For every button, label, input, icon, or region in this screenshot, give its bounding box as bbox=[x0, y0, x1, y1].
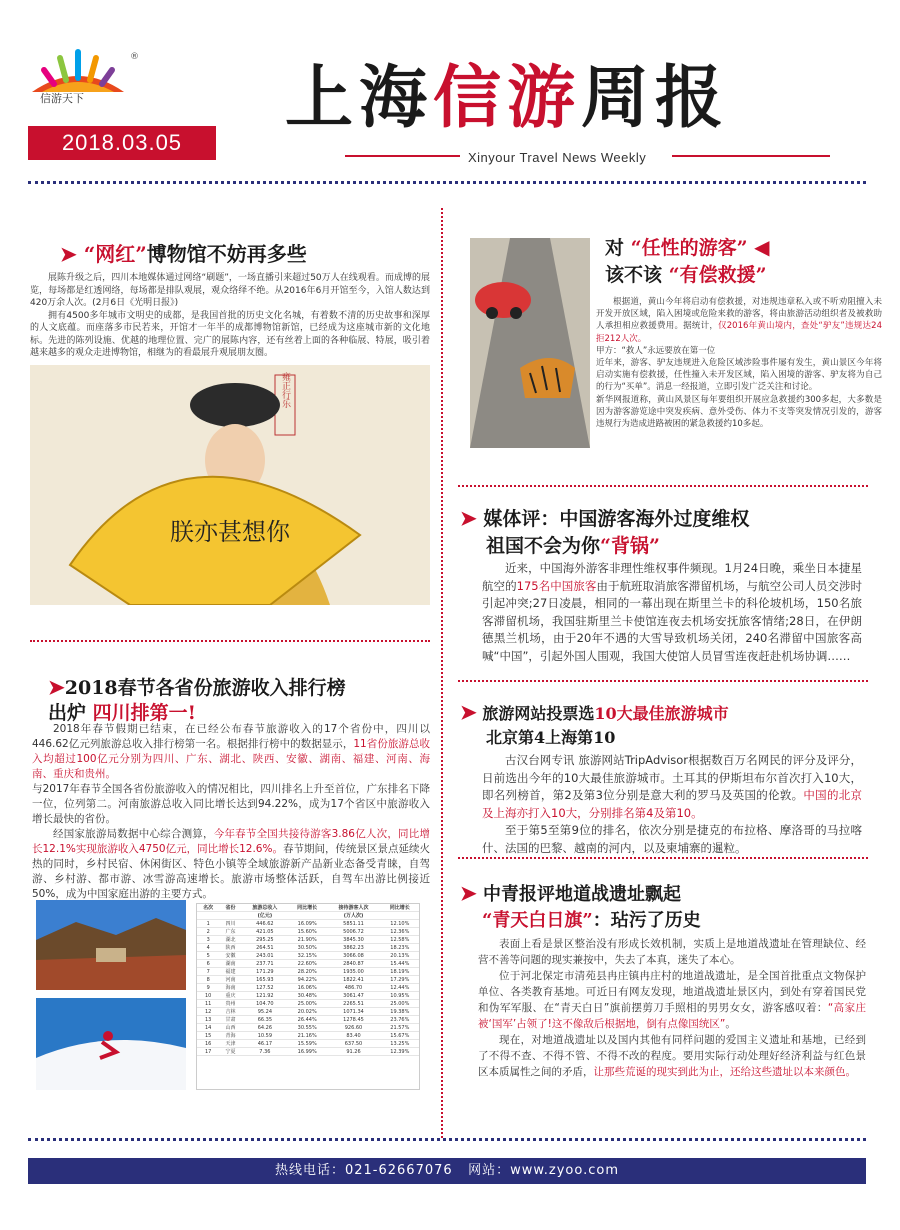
subtitle-rule-right bbox=[672, 155, 830, 157]
ranking-cell: 16.09% bbox=[288, 920, 326, 928]
ranking-row bbox=[197, 968, 419, 976]
tiger-road-image bbox=[470, 238, 590, 448]
ranking-cell: 甘肃 bbox=[219, 1016, 241, 1024]
ranking-row bbox=[197, 984, 419, 992]
ranking-cell: 1278.45 bbox=[326, 1016, 380, 1024]
ranking-cell: 446.62 bbox=[242, 920, 288, 928]
ranking-cell: 486.70 bbox=[326, 984, 380, 992]
ranking-table-card bbox=[196, 903, 420, 1090]
ranking-cell: 5851.11 bbox=[326, 920, 380, 928]
ranking-cell: 10.95% bbox=[381, 992, 419, 1000]
ski-image bbox=[36, 998, 186, 1090]
ranking-row bbox=[197, 1016, 419, 1024]
vote-title: ➤ 旅游网站投票选10大最佳旅游城市 北京第4上海第10 bbox=[460, 700, 729, 747]
column-divider bbox=[441, 208, 443, 1138]
ranking-row bbox=[197, 960, 419, 968]
ranking-row bbox=[197, 944, 419, 952]
ranking-cell: 30.50% bbox=[288, 944, 326, 952]
ranking-cell: 46.17 bbox=[242, 1040, 288, 1048]
ranking-cell: 21.57% bbox=[381, 1024, 419, 1032]
ranking-cell: 104.70 bbox=[242, 1000, 288, 1008]
ranking-cell: 15.44% bbox=[381, 960, 419, 968]
ranking-cell: 1 bbox=[197, 920, 219, 928]
ranking-cell: 237.71 bbox=[242, 960, 288, 968]
ranking-cell: 16.06% bbox=[288, 984, 326, 992]
ranking-cell: 2 bbox=[197, 928, 219, 936]
emperor-fan-image bbox=[30, 365, 430, 605]
ranking-cell: 926.60 bbox=[326, 1024, 380, 1032]
media-body: 近来，中国海外游客非理性维权事件频现。1月24日晚，乘坐日本捷星航空的175名中国旅客由于航班取消旅客滞留机场，与航空公司人员交涉时引起冲突;27日凌晨，相同的一幕出现在斯里兰卡的科伦坡机场，150名旅客滞留机场，我国驻斯里兰卡使馆连夜去机场安抚旅客情绪;28日，在伊朗德黑兰机场，由于20年不遇的大雪导致机场关闭，240名滞留中国旅客高喊“中国”，引起外国人围观，我国大使馆人员冒雪连夜赶赴机场协调…… bbox=[482, 561, 863, 663]
ranking-cell: 重庆 bbox=[219, 992, 241, 1000]
ranking-cell: 19.38% bbox=[381, 1008, 419, 1016]
ranking-row bbox=[197, 1048, 419, 1056]
ranking-cell: 637.50 bbox=[326, 1040, 380, 1048]
ranking-header-row: 名次 省份 旅游总收入 同比增长 接待游客人次 同比增长 bbox=[197, 904, 419, 912]
media-title: ➤ 媒体评：中国游客海外过度维权 祖国不会为你“背锅” bbox=[460, 506, 750, 557]
ranking-cell: 11 bbox=[197, 1000, 219, 1008]
ranking-cell: 7 bbox=[197, 968, 219, 976]
ranking-cell: 16 bbox=[197, 1040, 219, 1048]
tunnel-body: 表面上看是景区整治没有形成长效机制，实质上是地道战遗址在管理缺位、经营不善等问题的现实兼按中，失去了本真，迷失了本心。 位于河北保定市清苑县冉庄镇冉庄村的地道战遗址，是全国首批重点文物保护单位、各类教育基地。可近日有网友发现，地道战遗址景区内，到处有穿着国民党和伪军军服、在“青天白日”旗前摆剪刀手照相的男男女女，游客感叹着：“高家庄被‘国军’占领了!这不像敌后根据地，倒有点像国统区”。 现在，对地道战遗址以及国内其他有同样问题的爱国主义遗址和基地，已经到了不得不查、不得不管、不得不改的程度。要用实际行动处理好经济利益与红色景区本质属性之间的矛盾，让那些荒诞的现实到此为止，还给这些遗址以本来颜色。 bbox=[478, 938, 866, 1078]
subtitle-rule-left bbox=[345, 155, 460, 157]
ranking-cell: 1071.34 bbox=[326, 1008, 380, 1016]
ranking-cell: 广东 bbox=[219, 928, 241, 936]
ranking-cell: 15.59% bbox=[288, 1040, 326, 1048]
vote-body: 古汉台网专讯 旅游网站TripAdvisor根据数百万名网民的评分及评分，日前选出今年的10大最佳旅游城市。土耳其的伊斯坦布尔首次打入10大，即名列榜首，第2及第3位分别是意大利的罗马及英国的伦敦。中国的北京及上海亦打入10大，分别排名第4及第10。 至于第5至第9位的排名，依次分别是捷克的布拉格、摩洛哥的马拉喀什、法国的巴黎、越南的河内，以及柬埔寨的暹粒。 bbox=[482, 753, 862, 855]
ranking-cell: 9 bbox=[197, 984, 219, 992]
ranking-cell: 3845.30 bbox=[326, 936, 380, 944]
ranking-cell: 171.29 bbox=[242, 968, 288, 976]
ranking-cell: 5006.72 bbox=[326, 928, 380, 936]
ranking-cell: 8 bbox=[197, 976, 219, 984]
ranking-cell: 12.58% bbox=[381, 936, 419, 944]
ranking-cell: 3862.23 bbox=[326, 944, 380, 952]
ranking-cell: 15.67% bbox=[381, 1032, 419, 1040]
ranking-cell: 22.60% bbox=[288, 960, 326, 968]
ranking-cell: 3 bbox=[197, 936, 219, 944]
ranking-cell: 贵州 bbox=[219, 1000, 241, 1008]
ranking-cell: 421.05 bbox=[242, 928, 288, 936]
fan-text: 朕亦甚想你 bbox=[170, 518, 290, 546]
ranking-cell: 福建 bbox=[219, 968, 241, 976]
red-arrow-icon: ➤ bbox=[48, 675, 65, 699]
ranking-cell: 13 bbox=[197, 1016, 219, 1024]
issue-date: 2018.03.05 bbox=[28, 126, 216, 160]
ranking-cell: 25.00% bbox=[381, 1000, 419, 1008]
ranking-cell: 海南 bbox=[219, 984, 241, 992]
ranking-cell: 94.22% bbox=[288, 976, 326, 984]
divider-right-2 bbox=[458, 680, 868, 682]
museum-title: ➤ “网红”博物馆不妨再多些 bbox=[60, 242, 307, 266]
ranking-row bbox=[197, 928, 419, 936]
red-arrow-icon: ➤ bbox=[460, 506, 477, 530]
ranking-cell: 21.16% bbox=[288, 1032, 326, 1040]
ranking-cell: 30.55% bbox=[288, 1024, 326, 1032]
ranking-row bbox=[197, 992, 419, 1000]
logo-text: 信游天下 bbox=[40, 92, 84, 105]
ranking-cell: 12 bbox=[197, 1008, 219, 1016]
ranking-cell: 127.52 bbox=[242, 984, 288, 992]
red-arrow-icon: ➤ bbox=[460, 881, 477, 905]
ranking-cell: 青海 bbox=[219, 1032, 241, 1040]
footer-divider bbox=[28, 1138, 866, 1141]
ranking-cell: 1935.00 bbox=[326, 968, 380, 976]
divider-right-1 bbox=[458, 485, 868, 487]
ranking-cell: 四川 bbox=[219, 920, 241, 928]
ranking-cell: 83.40 bbox=[326, 1032, 380, 1040]
ranking-row bbox=[197, 920, 419, 928]
ranking-cell: 2265.51 bbox=[326, 1000, 380, 1008]
ranking-cell: 17 bbox=[197, 1048, 219, 1056]
red-arrow-icon: ➤ bbox=[460, 700, 477, 724]
ranking-cell: 26.44% bbox=[288, 1016, 326, 1024]
tunnel-title: ➤ 中青报评地道战遗址飘起 “青天白日旗”：玷污了历史 bbox=[460, 881, 701, 931]
ranking-cell: 243.01 bbox=[242, 952, 288, 960]
ranking-cell: 山西 bbox=[219, 1024, 241, 1032]
ranking-row bbox=[197, 1032, 419, 1040]
ranking-cell: 95.24 bbox=[242, 1008, 288, 1016]
ranking-cell: 1822.41 bbox=[326, 976, 380, 984]
red-arrow-left-icon: ◀ bbox=[754, 235, 770, 259]
ranking-cell: 20.13% bbox=[381, 952, 419, 960]
ranking-cell: 15.60% bbox=[288, 928, 326, 936]
ranking-row bbox=[197, 952, 419, 960]
ranking-cell: 21.90% bbox=[288, 936, 326, 944]
ranking-row bbox=[197, 1024, 419, 1032]
ranking-cell: 10 bbox=[197, 992, 219, 1000]
ranking-cell: 湖北 bbox=[219, 936, 241, 944]
ranking-row bbox=[197, 1040, 419, 1048]
ranking-cell: 2840.87 bbox=[326, 960, 380, 968]
ranking-cell: 6 bbox=[197, 960, 219, 968]
ranking-cell: 5 bbox=[197, 952, 219, 960]
ranking-cell: 28.20% bbox=[288, 968, 326, 976]
header-divider bbox=[28, 181, 866, 184]
ranking-cell: 12.39% bbox=[381, 1048, 419, 1056]
footer-bar bbox=[28, 1158, 866, 1184]
ranking-cell: 14 bbox=[197, 1024, 219, 1032]
red-arrow-icon: ➤ bbox=[60, 242, 77, 266]
tibet-landscape-image bbox=[36, 900, 186, 990]
ranking-cell: 264.51 bbox=[242, 944, 288, 952]
ranking-cell: 32.15% bbox=[288, 952, 326, 960]
site-label: 网站： bbox=[468, 1163, 511, 1178]
divider-right-3 bbox=[458, 857, 868, 859]
ranking-table bbox=[197, 904, 419, 1056]
ranking-cell: 16.99% bbox=[288, 1048, 326, 1056]
spring-title: ➤2018春节各省份旅游收入排行榜 出炉 四川排第一! bbox=[48, 675, 346, 724]
museum-body: 展陈升级之后，四川本地媒体通过网络“刷题”，一场直播引来超过50万人在线观看。而成博的展览，每场都是红透网络，每场都是排队观展，观众络绎不绝。从2016年6月开馆至今，入馆人数达到420万余人次。(2月6日《光明日报》) 拥有4500多年城市文明史的成都，是我国首批的历史文化名城，有着数不清的历史故事和深厚的人文底蕴。而座落多市民若来，开馆才一年半的成都博物馆新馆，已经成为这座城市新的文化地标。先进的陈列设施、优越的地理位置、完广的展陈内容，还有丝着上面的各种临展、特展，吸引着越来越多的观众走进博物馆，相继为的看最展升观展朋友圈。 bbox=[30, 273, 430, 358]
ranking-cell: 30.48% bbox=[288, 992, 326, 1000]
rescue-title: 对 “任性的游客” ◀ 该不该 “有偿救援” bbox=[605, 235, 770, 286]
ranking-cell: 13.25% bbox=[381, 1040, 419, 1048]
ranking-cell: 295.25 bbox=[242, 936, 288, 944]
ranking-cell: 20.02% bbox=[288, 1008, 326, 1016]
site-url: www.zyoo.com bbox=[510, 1163, 620, 1178]
hotline-label: 热线电话： bbox=[274, 1163, 345, 1178]
ranking-cell: 12.36% bbox=[381, 928, 419, 936]
hotline-number: 021-62667076 bbox=[344, 1163, 453, 1178]
ranking-unit-row: (亿元) (万人次) bbox=[197, 912, 419, 920]
ranking-row bbox=[197, 1000, 419, 1008]
spring-body: 2018年春节假期已结束，在已经公布春节旅游收入的17个省份中，四川以446.62亿元列旅游总收入排行榜第一名。根据排行榜中的数据显示，11省份旅游总收入均超过100亿元分别为四川、广东、湖北、陕西、安徽、湖南、福建、河南、海南、重庆和贵州。 与2017年春节全国各省份旅游收入的情况相比，四川排名上升至首位，广东排名下降一位，位列第二。河南旅游总收入同比增长达到94.22%，成为17个省区中旅游收入增长最快的省份。 经国家旅游局数据中心综合测算，今年春节全国共接待游客3.86亿人次，同比增长12.1%实现旅游收入4750亿元，同比增长12.6%。春节期间，传统景区景点延续火热的同时，乡村民宿、休闲街区、特色小镇等全域旅游新产品新业态备受青睐，自驾游、乡村游、都市游、冰雪游高速增长。旅游市场整体活跃，自驾车出游比例接近50%，成为中国家庭出游的主要方式。 bbox=[32, 723, 431, 900]
ranking-cell: 3061.47 bbox=[326, 992, 380, 1000]
ranking-cell: 165.93 bbox=[242, 976, 288, 984]
ranking-cell: 陕西 bbox=[219, 944, 241, 952]
ranking-cell: 121.92 bbox=[242, 992, 288, 1000]
ranking-cell: 天津 bbox=[219, 1040, 241, 1048]
ranking-cell: 河南 bbox=[219, 976, 241, 984]
masthead-subtitle: Xinyour Travel News Weekly bbox=[468, 150, 647, 165]
registered-mark: ® bbox=[130, 52, 139, 62]
ranking-cell: 4 bbox=[197, 944, 219, 952]
ranking-cell: 23.76% bbox=[381, 1016, 419, 1024]
ranking-cell: 10.59 bbox=[242, 1032, 288, 1040]
ranking-row bbox=[197, 976, 419, 984]
ranking-cell: 25.00% bbox=[288, 1000, 326, 1008]
ranking-cell: 15 bbox=[197, 1032, 219, 1040]
ranking-cell: 安徽 bbox=[219, 952, 241, 960]
ranking-cell: 7.36 bbox=[242, 1048, 288, 1056]
ranking-cell: 12.44% bbox=[381, 984, 419, 992]
rescue-body: 根据道，黄山今年将启动有偿救援，对违规违章私入或不听劝阻擅入未开发开放区域，陷入困境或危险来救的游客，将由旅游活动组织者及被救助人承担相应救援费用。据统计，仅2016年黄山境内，查处“驴友”违规达24拒212人次。 甲方：“救人”永远要放在第一位 近年来，游客、驴友违规进入危险区域涉险事件屡有发生，黄山景区今年将启动实施有偿救援，任性撞入未开发区域，陷入困境的游客、驴友将为自己的行为“买单”。消息一经报道，立即引发广泛关注和讨论。 新华网报道称，黄山风景区每年要组织开展应急救援约300多起，大多数是因为游客游览途中突发疾病、意外受伤、体力不支等突发情况引发的，游客违规行为造成进路被困的紧急救援约10多起。 bbox=[596, 297, 882, 430]
divider-left-1 bbox=[30, 640, 430, 642]
ranking-cell: 91.26 bbox=[326, 1048, 380, 1056]
ranking-cell: 宁夏 bbox=[219, 1048, 241, 1056]
ranking-cell: 18.23% bbox=[381, 944, 419, 952]
ranking-cell: 18.19% bbox=[381, 968, 419, 976]
ranking-cell: 3066.08 bbox=[326, 952, 380, 960]
ranking-cell: 64.26 bbox=[242, 1024, 288, 1032]
masthead-title: 上海信游周报 bbox=[285, 58, 730, 138]
ranking-cell: 湖南 bbox=[219, 960, 241, 968]
ranking-row bbox=[197, 936, 419, 944]
image-seal-text: 雍正行乐 bbox=[280, 372, 290, 408]
ranking-cell: 12.10% bbox=[381, 920, 419, 928]
ranking-row bbox=[197, 1008, 419, 1016]
ranking-cell: 66.35 bbox=[242, 1016, 288, 1024]
ranking-cell: 17.29% bbox=[381, 976, 419, 984]
ranking-cell: 吉林 bbox=[219, 1008, 241, 1016]
